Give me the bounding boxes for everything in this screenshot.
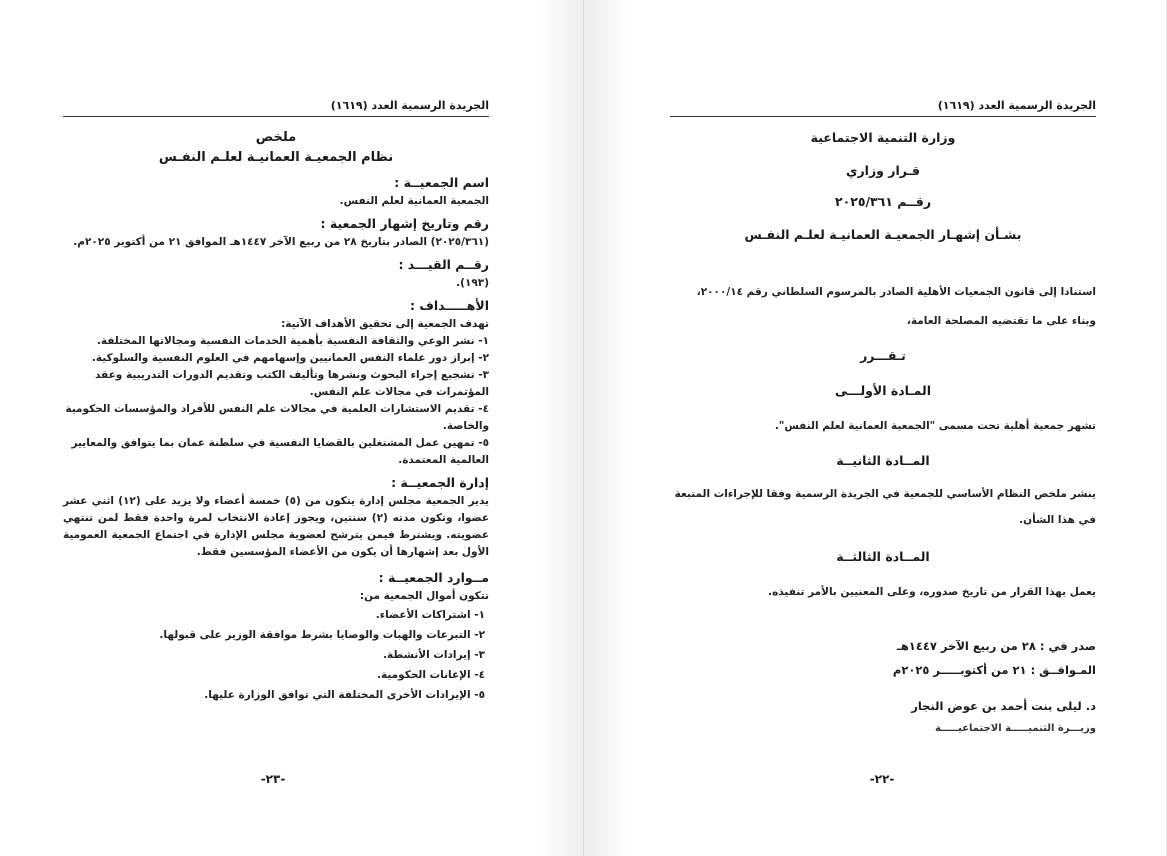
decision-subject: بشـأن إشهـار الجمعيـة العمانيـة لعلـم النفـس	[744, 227, 1022, 242]
article-2-title: المــادة الثانيــة	[836, 453, 930, 468]
resource-item: ١- اشتراكات الأعضاء.	[375, 609, 485, 621]
issued-gregorian-date: المـوافــق : ٢١ من أكتوبـــــر ٢٠٢٥م	[892, 663, 1096, 677]
decides-heading: تـقـــرر	[860, 348, 906, 363]
page-header: الجريدة الرسمية العدد (١٦١٩)	[63, 99, 489, 117]
administration-title: إدارة الجمعيــة :	[391, 475, 489, 490]
goal-item: ١- نشر الوعي والثقافة النفسية بأهمية الخدمات النفسية ومجالاتها المختلفة.	[96, 335, 489, 347]
decision-body	[670, 128, 1096, 734]
resources-title: مــوارد الجمعيــة :	[378, 570, 489, 585]
resource-item: ٢- التبرعات والهبات والوصايا بشرط موافقة الوزير على قبولها.	[159, 629, 485, 641]
goals-title: الأهـــــداف :	[410, 298, 489, 313]
summary-title: ملخص	[255, 130, 297, 145]
article-2-text-cont: في هذا الشأن.	[1019, 514, 1096, 526]
goal-item: ٣- تشجيع إجراء البحوث ونشرها وتأليف الكتب وتقديم الدورات التدريبية وعقد المؤتمرات في مجالات علم النفس.	[94, 369, 489, 398]
resource-item: ٤- الإعانات الحكومية.	[376, 669, 485, 681]
article-1-title: المـادة الأولـــى	[835, 383, 931, 398]
article-3-text: يعمل بهذا القرار من تاريخ صدوره، وعلى المعنيين بالأمر تنفيذه.	[768, 586, 1096, 598]
page-number: -٢٣-	[260, 772, 286, 786]
article-3-title: المــادة الثالثــة	[836, 549, 930, 564]
page-22	[583, 0, 1166, 856]
issued-hijri-date: صدر في : ٢٨ من ربيع الآخر ١٤٤٧هـ	[896, 639, 1096, 653]
article-2-text: ينشر ملخص النظام الأساسي للجمعية في الجريدة الرسمية وفقا للإجراءات المتبعة	[674, 488, 1096, 500]
summary-body	[63, 128, 489, 705]
page-number: -٢٢-	[869, 772, 895, 786]
preamble-law: استنادا إلى قانون الجمعيات الأهلية الصادر بالمرسوم السلطاني رقم ٢٠٠٠/١٤،	[696, 286, 1096, 298]
goals-intro: تهدف الجمعية إلى تحقيق الأهداف الآتية:	[281, 318, 489, 330]
goal-item: ٢- إبراز دور علماء النفس العمانيين وإسهامهم في العلوم النفسية والسلوكية.	[91, 352, 489, 364]
signatory-name: د. ليلى بنت أحمد بن عوض النجار	[911, 699, 1096, 713]
signatory-title: وزيـــرة التنميـــــة الاجتماعيـــــة	[934, 723, 1096, 734]
goal-item: ٥- تمهين عمل المشتغلين بالقضايا النفسية في سلطنة عمان بما يتوافق والمعايير العالمية المعتمدة.	[71, 437, 489, 466]
resources-intro: تتكون أموال الجمعية من:	[359, 590, 489, 602]
goal-item: ٤- تقديم الاستشارات العلمية في مجالات علم النفس للأفراد والمؤسسات الحكومية والخاصة.	[65, 403, 489, 432]
registration-text: (٢٠٢٥/٣٦١) الصادر بتاريخ ٢٨ من ربيع الآخر ١٤٤٧هـ الموافق ٢١ من أكتوبر ٢٠٢٥م.	[73, 236, 489, 248]
administration-text: يدير الجمعية مجلس إدارة يتكون من (٥) خمسة أعضاء ولا يزيد على (١٢) اثني عشر عضوا، وتكون مدته (٢) سنتين، ويجوز إعادة الانتخاب لمرة واحدة فقط لمن تنتهي عضويته. ويشترط فيمن يترشح لعضوية مجلس الإدارة في اجتماع الجمعية العمومية الأول بعد إشهارها أن يكون من الأعضاء المؤسسين فقط.	[63, 495, 490, 558]
resource-item: ٥- الإيرادات الأخرى المختلفة التي توافق الوزارة عليها.	[204, 689, 485, 701]
preamble-interest: وبناء على ما تقتضيه المصلحة العامة،	[906, 315, 1096, 327]
resource-item: ٣- إيرادات الأنشطة.	[383, 649, 485, 661]
name-title: اسم الجمعيــة :	[394, 175, 489, 190]
page-23	[0, 0, 583, 856]
decision-heading: قـرار وزاري	[846, 163, 920, 178]
article-1-text: تشهر جمعية أهلية تحت مسمى "الجمعية العمانية لعلم النفس".	[774, 420, 1096, 432]
summary-subtitle: نظام الجمعيـة العمانيـة لعلـم النفـس	[158, 150, 394, 165]
decision-number: رقــم ٢٠٢٥/٣٦١	[834, 194, 932, 209]
page-header: الجريدة الرسمية العدد (١٦١٩)	[670, 99, 1096, 117]
record-text: (١٩٣).	[456, 277, 489, 289]
record-title: رقــم القيـــد :	[398, 257, 489, 272]
ministry-name: وزارة التنمية الاجتماعية	[810, 130, 956, 145]
registration-title: رقم وتاريخ إشهار الجمعية :	[320, 216, 489, 231]
name-text: الجمعية العمانية لعلم النفس.	[339, 195, 489, 207]
